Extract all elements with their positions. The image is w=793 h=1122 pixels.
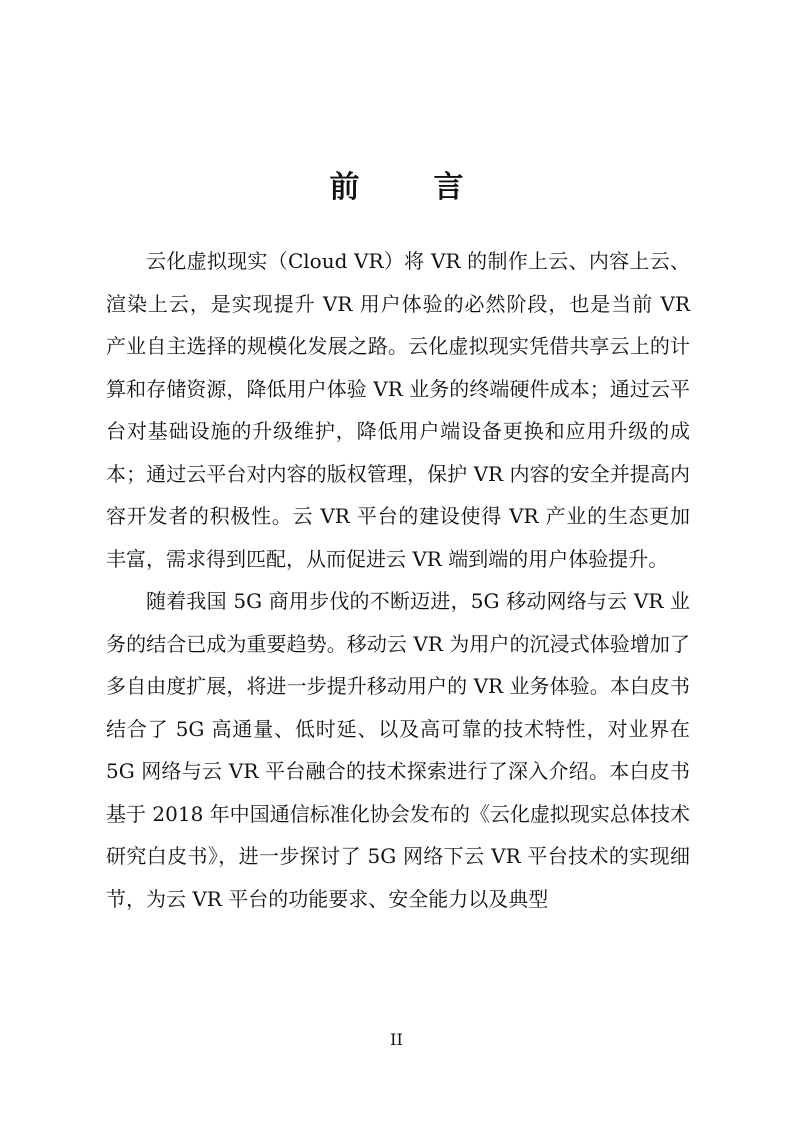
- paragraph-2: 随着我国 5G 商用步伐的不断迈进，5G 移动网络与云 VR 业务的结合已成为重要趋势。移动云 VR 为用户的沉浸式体验增加了多自由度扩展，将进一步提升移动用户的 VR 业务体验。本白皮书结合了 5G 高通量、低时延、以及高可靠的技术特性，对业界在 5G 网络与云 VR 平台融合的技术探索进行了深入介绍。本白皮书基于 2018 年中国通信标准化协会发布的《云化虚拟现实总体技术研究白皮书》，进一步探讨了 5G 网络下云 VR 平台技术的实现细节，为云 VR 平台的功能要求、安全能力以及典型: [106, 589, 690, 911]
- paragraph-1: 云化虚拟现实（Cloud VR）将 VR 的制作上云、内容上云、渲染上云，是实现提升 VR 用户体验的必然阶段，也是当前 VR 产业自主选择的规模化发展之路。云化虚拟现实凭借共享云上的计算和存储资源，降低用户体验 VR 业务的终端硬件成本；通过云平台对基础设施的升级维护，降低用户端设备更换和应用升级的成本；通过云平台对内容的版权管理，保护 VR 内容的安全并提高内容开发者的积极性。云 VR 平台的建设使得 VR 产业的生态更加丰富，需求得到匹配，从而促进云 VR 端到端的用户体验提升。: [106, 249, 690, 571]
- page-number: II: [390, 1030, 403, 1049]
- preface-body: [106, 240, 690, 920]
- page-title: 前 言: [329, 170, 486, 205]
